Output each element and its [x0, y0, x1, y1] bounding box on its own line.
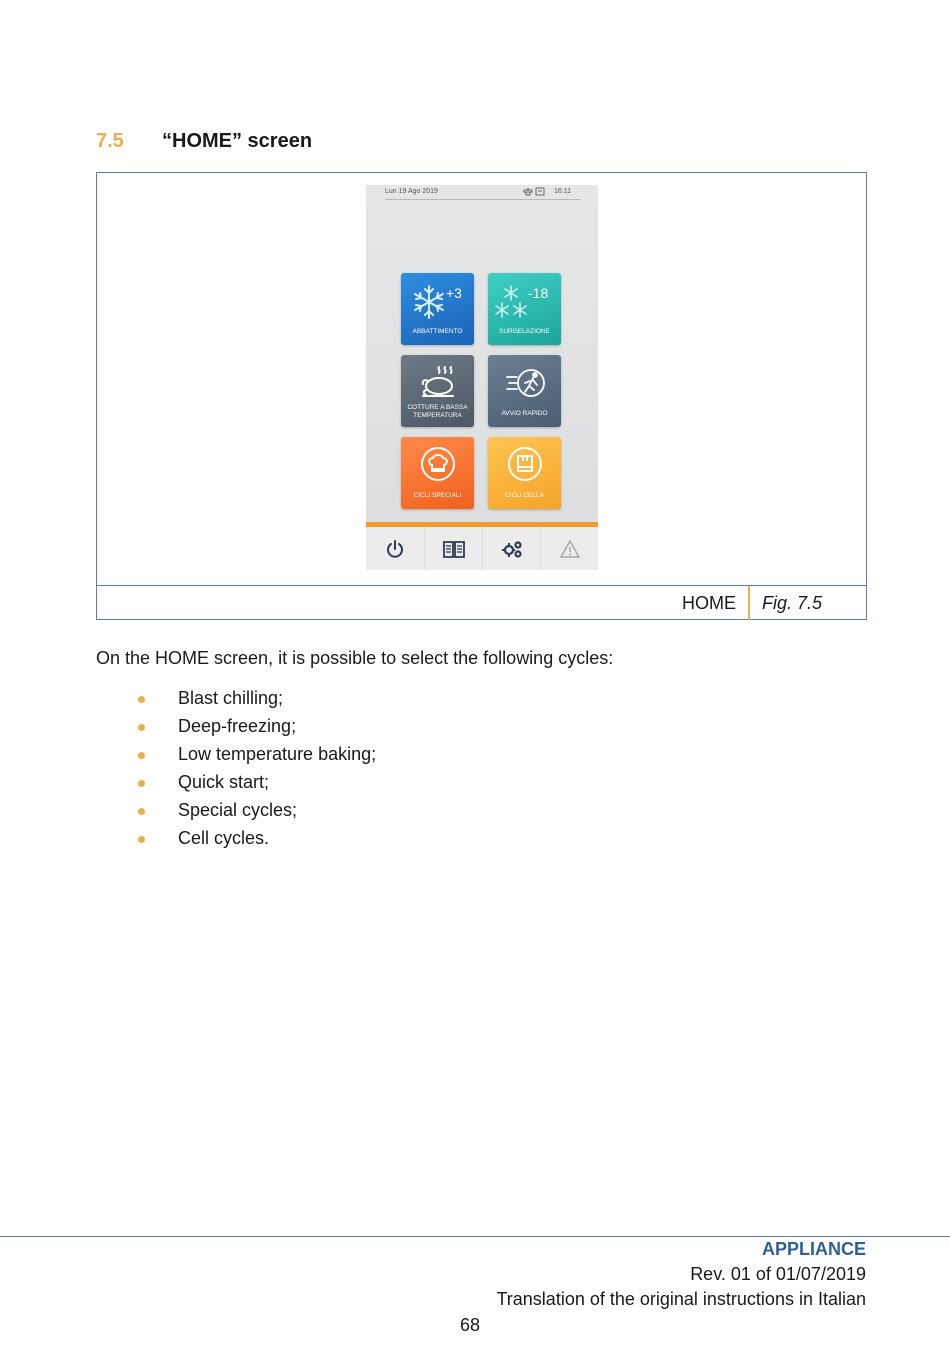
chef-hat-icon	[419, 445, 457, 483]
list-item-text: Cell cycles.	[178, 828, 270, 848]
bullet-icon	[138, 696, 145, 703]
nav-power-button[interactable]	[366, 527, 424, 570]
status-divider	[385, 199, 581, 200]
tile-label-cotture: COTTURE A BASSA TEMPERATURA	[407, 404, 468, 419]
footer-translation: Translation of the original instructions in Italian	[496, 1289, 866, 1309]
figure-box	[96, 172, 867, 620]
bullet-icon	[138, 836, 145, 843]
tile-temp-surgelazione: -18	[528, 285, 549, 301]
intro-paragraph: On the HOME screen, it is possible to select the following cycles:	[96, 648, 614, 668]
tile-label-avvio-rapido: AVVIO RAPIDO	[501, 410, 548, 417]
caption-divider	[748, 586, 750, 620]
bullet-icon	[138, 780, 145, 787]
cycle-list	[96, 688, 376, 856]
list-item-text: Special cycles;	[178, 800, 298, 820]
device-home-screen	[366, 185, 598, 570]
cell-box-icon	[506, 445, 544, 483]
tile-label-cicli-speciali: CICLI SPECIALI	[413, 492, 462, 499]
sd-card-icon	[535, 187, 545, 196]
section-number: 7.5	[96, 130, 124, 152]
bullet-icon	[138, 808, 145, 815]
list-item	[96, 772, 376, 800]
power-icon	[385, 539, 405, 559]
nav-book-button[interactable]	[424, 527, 482, 570]
list-item	[96, 716, 376, 744]
tile-cotture-bassa-temperatura[interactable]	[401, 355, 474, 427]
nav-alarm-button[interactable]	[540, 527, 598, 570]
tile-label-cicli-cella: CICLI CELLA	[504, 492, 545, 499]
book-icon	[442, 539, 466, 559]
snowflake-icon	[410, 283, 448, 321]
tile-cicli-speciali[interactable]	[401, 437, 474, 509]
bullet-icon	[138, 724, 145, 731]
status-bar	[366, 185, 598, 201]
section-title: “HOME” screen	[162, 130, 313, 152]
list-item-text: Low temperature baking;	[178, 744, 377, 764]
tile-cicli-cella[interactable]	[488, 437, 561, 509]
list-item	[96, 744, 376, 772]
caption-label: HOME	[682, 593, 736, 613]
footer-revision: Rev. 01 of 01/07/2019	[690, 1264, 866, 1284]
footer-rule	[0, 1236, 950, 1237]
warning-icon	[559, 539, 581, 559]
snowflakes-icon	[494, 285, 528, 321]
roast-chicken-icon	[419, 363, 457, 399]
tile-temp-abbattimento: +3	[446, 285, 462, 301]
list-item-text: Quick start;	[178, 772, 270, 792]
tile-abbattimento[interactable]	[401, 273, 474, 345]
tile-avvio-rapido[interactable]	[488, 355, 561, 427]
page-number: 68	[460, 1315, 481, 1335]
nav-settings-button[interactable]	[482, 527, 540, 570]
usb-icon	[523, 187, 533, 196]
status-time: 16:11	[554, 188, 571, 195]
caption-fig-number: Fig. 7.5	[762, 593, 823, 613]
status-date: Lun 19 Ago 2019	[385, 188, 438, 195]
section-heading	[96, 130, 312, 153]
list-item-text: Blast chilling;	[178, 688, 284, 708]
list-item	[96, 800, 376, 828]
tile-label-surgelazione: SURGELAZIONE	[499, 328, 550, 335]
tile-label-abbattimento: ABBATTIMENTO	[412, 328, 463, 335]
list-item	[96, 688, 376, 716]
bullet-icon	[138, 752, 145, 759]
figure-image-area	[97, 173, 866, 585]
list-item-text: Deep-freezing;	[178, 716, 297, 736]
gears-icon	[501, 539, 523, 559]
running-person-icon	[505, 367, 545, 401]
figure-caption-row	[97, 585, 866, 619]
tile-surgelazione[interactable]	[488, 273, 561, 345]
bottom-nav-bar	[366, 527, 598, 570]
list-item	[96, 828, 376, 856]
footer-company: APPLIANCE	[761, 1239, 866, 1259]
